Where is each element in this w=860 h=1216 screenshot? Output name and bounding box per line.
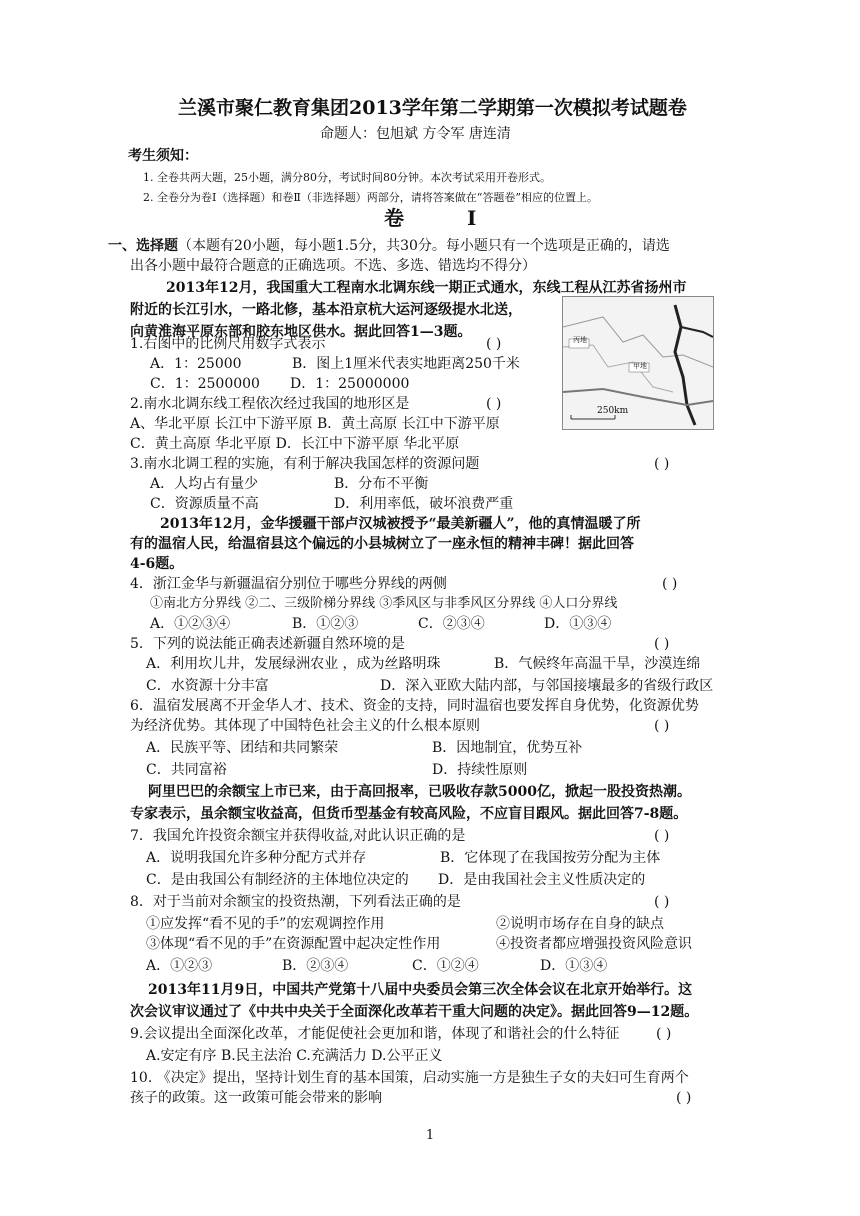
intro3-line-1: 阿里巴巴的余额宝上市已来，由于高回报率，已吸收存款5000亿，掀起一股投资热潮。 (148, 784, 691, 800)
q8-statement-3: ③体现“看不见的手”在资源配置中起决定性作用 (146, 936, 441, 952)
intro2-line-3: 4-6题。 (130, 556, 184, 572)
q4-option-d: D．①③④ (544, 616, 612, 632)
q5-answer-paren: ( ) (654, 636, 670, 652)
q8-option-b: B．②③④ (282, 958, 349, 974)
q8-option-a: A．①②③ (146, 958, 213, 974)
q1-option-a: A．1：25000 (150, 356, 242, 372)
q2-options-cd: C．黄土高原 华北平原 D．长江中下游平原 华北平原 (130, 436, 460, 452)
q4-option-c: C．②③④ (418, 616, 485, 632)
intro4-line-1: 2013年11月9日，中国共产党第十八届中央委员会第三次全体会议在北京开始举行。这 (148, 982, 693, 998)
q8-option-c: C．①②④ (412, 958, 479, 974)
intro4-line-2: 次会议审议通过了《中共中央关于全面深化改革若干重大问题的决定》。据此回答9—12题。 (130, 1004, 699, 1020)
q10-answer-paren: ( ) (676, 1090, 692, 1106)
q3-option-d: D．利用率低，破坏浪费严重 (334, 496, 514, 512)
q7-option-b: B．它体现了在我国按劳分配为主体 (440, 850, 661, 866)
q7-option-d: D．是由我国社会主义性质决定的 (438, 872, 646, 888)
q5-option-c: C．水资源十分丰富 (146, 678, 269, 694)
q3-answer-paren: ( ) (654, 456, 670, 472)
intro1-line-1: 2013年12月，我国重大工程南水北调东线一期正式通水，东线工程从江苏省扬州市 (166, 280, 687, 296)
q9-answer-paren: ( ) (656, 1026, 672, 1042)
q8-answer-paren: ( ) (654, 894, 670, 910)
q8-statement-4: ④投资者都应增强投资风险意识 (496, 936, 692, 952)
intro1-line-2: 附近的长江引水，一路北修，基本沿京杭大运河逐级提水北送， (130, 302, 522, 318)
q7-stem: 7．我国允许投资余额宝并获得收益,对此认识正确的是 (130, 828, 466, 844)
q7-option-a: A．说明我国允许多种分配方式并存 (146, 850, 367, 866)
intro2-line-1: 2013年12月，金华援疆干部卢汉城被授予“最美新疆人”，他的真情温暖了所 (160, 516, 641, 532)
q5-option-b: B．气候终年高温干旱，沙漠连绵 (494, 656, 701, 672)
q5-option-d: D．深入亚欧大陆内部，与邻国接壤最多的省级行政区 (380, 678, 714, 694)
q2-stem: 2.南水北调东线工程依次经过我国的地形区是 (130, 396, 410, 412)
section-head: 一、选择题 (108, 238, 178, 254)
q8-option-d: D．①③④ (540, 958, 608, 974)
map-scale-label: 250km (597, 406, 629, 416)
q3-option-a: A．人均占有量少 (150, 476, 259, 492)
q8-statement-1: ①应发挥“看不见的手”的宏观调控作用 (146, 916, 385, 932)
q2-answer-paren: ( ) (486, 396, 502, 412)
q3-stem: 3.南水北调工程的实施，有利于解决我国怎样的资源问题 (130, 456, 480, 472)
notice-item-2: 2. 全卷分为卷Ⅰ（选择题）和卷Ⅱ（非选择题）两部分，请将答案做在“答题卷”相应的位置上。 (143, 191, 599, 204)
intro1-line-3: 向黄淮海平原东部和胶东地区供水。据此回答1—3题。 (130, 324, 472, 340)
q4-answer-paren: ( ) (662, 576, 678, 592)
q10-stem-line-2: 孩子的政策。这一政策可能会带来的影响 (130, 1090, 382, 1106)
q7-option-c: C．是由我国公有制经济的主体地位决定的 (146, 872, 409, 888)
q1-stem: 1.右图中的比例尺用数字式表示 (130, 336, 326, 352)
q7-answer-paren: ( ) (654, 828, 670, 844)
q4-statements: ①南北方分界线 ②二、三级阶梯分界线 ③季风区与非季风区分界线 ④人口分界线 (150, 596, 618, 611)
exam-title: 兰溪市聚仁教育集团2013学年第二学期第一次模拟考试题卷 (178, 97, 687, 119)
q6-option-b: B．因地制宜，优势互补 (432, 740, 583, 756)
q4-option-a: A．①②③④ (150, 616, 231, 632)
q1-option-b: B．图上1厘米代表实地距离250千米 (292, 356, 520, 372)
q6-stem-line-2: 为经济优势。其体现了中国特色社会主义的什么根本原则 (130, 718, 480, 734)
intro3-line-2: 专家表示，虽余额宝收益高，但货币型基金有较高风险，不应盲目跟风。据此回答7-8题。 (130, 806, 688, 822)
q9-options: A.安定有序 B.民主法治 C.充满活力 D.公平正义 (146, 1048, 443, 1064)
intro2-line-2: 有的温宿人民，给温宿县这个偏远的小县城树立了一座永恒的精神丰碑！据此回答 (130, 536, 634, 552)
east-route-map (562, 296, 714, 430)
q2-options-ab: A、华北平原 长江中下游平原 B．黄土高原 长江中下游平原 (130, 416, 500, 432)
q6-answer-paren: ( ) (654, 718, 670, 734)
q6-stem-line-1: 6．温宿发展离不开金华人才、技术、资金的支持，同时温宿也要发挥自身优势，化资源优势 (130, 698, 699, 714)
q9-stem: 9.会议提出全面深化改革，才能促使社会更加和谐，体现了和谐社会的什么特征 (130, 1026, 620, 1042)
notice-item-1: 1. 全卷共两大题，25小题，满分80分，考试时间80分钟。本次考试采用开卷形式。 (143, 171, 551, 184)
q8-statement-2: ②说明市场存在自身的缺点 (496, 916, 664, 932)
q5-option-a: A．利用坎儿井，发展绿洲农业 ，成为丝路明珠 (146, 656, 441, 672)
section-description (108, 236, 670, 256)
q10-stem-line-1: 10. 《决定》提出，坚持计划生育的基本国策，启动实施一方是独生子女的夫妇可生育两个 (130, 1070, 689, 1086)
q1-option-c: C．1：2500000 (150, 376, 260, 392)
exam-authors: 命题人：包旭斌 方令军 唐连清 (320, 126, 511, 142)
section-desc-2: 出各小题中最符合题意的正确选项。不选、多选、错选均不得分） (130, 258, 536, 274)
volume-heading: 卷 Ⅰ (384, 206, 505, 230)
q6-option-d: D．持续性原则 (432, 762, 528, 778)
section-desc-1: （本题有20小题，每小题1.5分，共30分。每小题只有一个选项是正确的，请选 (178, 238, 670, 254)
page-number: 1 (425, 1128, 435, 1143)
map-label-left: 丙地 (573, 336, 587, 344)
map-label-mid: 甲地 (633, 362, 647, 370)
q8-stem: 8．对于当前对余额宝的投资热潮，下列看法正确的是 (130, 894, 461, 910)
notice-title: 考生须知： (128, 148, 198, 164)
q3-option-b: B．分布不平衡 (334, 476, 429, 492)
q1-answer-paren: ( ) (486, 336, 502, 352)
q5-stem: 5．下列的说法能正确表述新疆自然环境的是 (130, 636, 405, 652)
q4-option-b: B．①②③ (292, 616, 359, 632)
q6-option-a: A．民族平等、团结和共同繁荣 (146, 740, 339, 756)
q1-option-d: D．1：25000000 (290, 376, 410, 392)
q4-stem: 4．浙江金华与新疆温宿分别位于哪些分界线的两侧 (130, 576, 447, 592)
q6-option-c: C．共同富裕 (146, 762, 227, 778)
q3-option-c: C．资源质量不高 (150, 496, 259, 512)
